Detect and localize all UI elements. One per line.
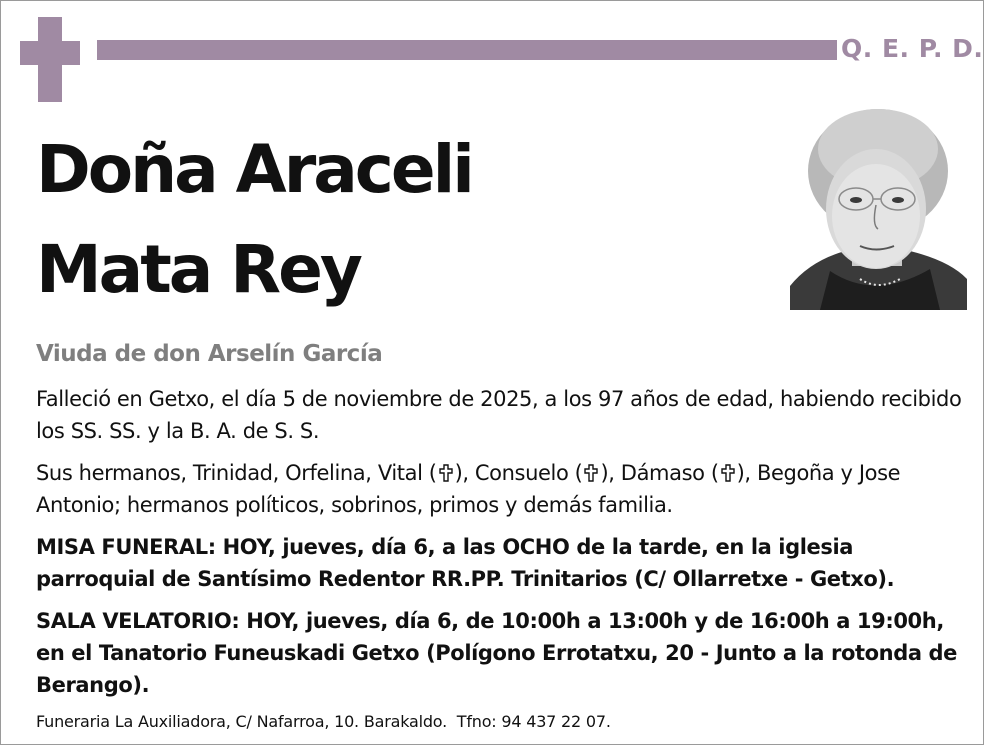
outlined-cross-icon (437, 463, 455, 483)
funeral-mass-paragraph: MISA FUNERAL: HOY, jueves, día 6, a las OCHO de la tarde, en la iglesia parroquial de Santísimo Redentor RR.PP. Trinitarios (C/ Ollarretxe - Getxo). (36, 535, 895, 591)
family-paragraph (36, 457, 966, 521)
family-text-4: ), Begoña y Jose Antonio; hermanos políticos, sobrinos, primos y demás familia. (36, 461, 901, 517)
widow-subtitle: Viuda de don Arselín García (36, 341, 383, 367)
wake-room-paragraph: SALA VELATORIO: HOY, jueves, día 6, de 10:00h a 13:00h y de 16:00h a 19:00h, en el Tanatorio Funeuskadi Getxo (Polígono Errotatxu, 20 - Junto a la rotonda de Berango). (36, 609, 957, 697)
qepd-label: Q. E. P. D. (841, 34, 984, 63)
header-rule (97, 40, 837, 60)
deceased-portrait (790, 101, 967, 310)
deceased-name-line1: Doña Araceli (36, 131, 472, 208)
family-text-1: Sus hermanos, Trinidad, Orfelina, Vital ( (36, 461, 437, 485)
funeral-home-footer: Funeraria La Auxiliadora, C/ Nafarroa, 10. Barakaldo. Tfno: 94 437 22 07. (36, 712, 611, 731)
outlined-cross-icon (719, 463, 737, 483)
deceased-name-line2: Mata Rey (36, 231, 360, 308)
death-notice-paragraph: Falleció en Getxo, el día 5 de noviembre de 2025, a los 97 años de edad, habiendo recibido los SS. SS. y la B. A. de S. S. (36, 387, 962, 443)
outlined-cross-icon (582, 463, 600, 483)
latin-cross-icon (20, 17, 80, 102)
family-text-2: ), Consuelo ( (454, 461, 583, 485)
family-text-3: ), Dámaso ( (600, 461, 719, 485)
